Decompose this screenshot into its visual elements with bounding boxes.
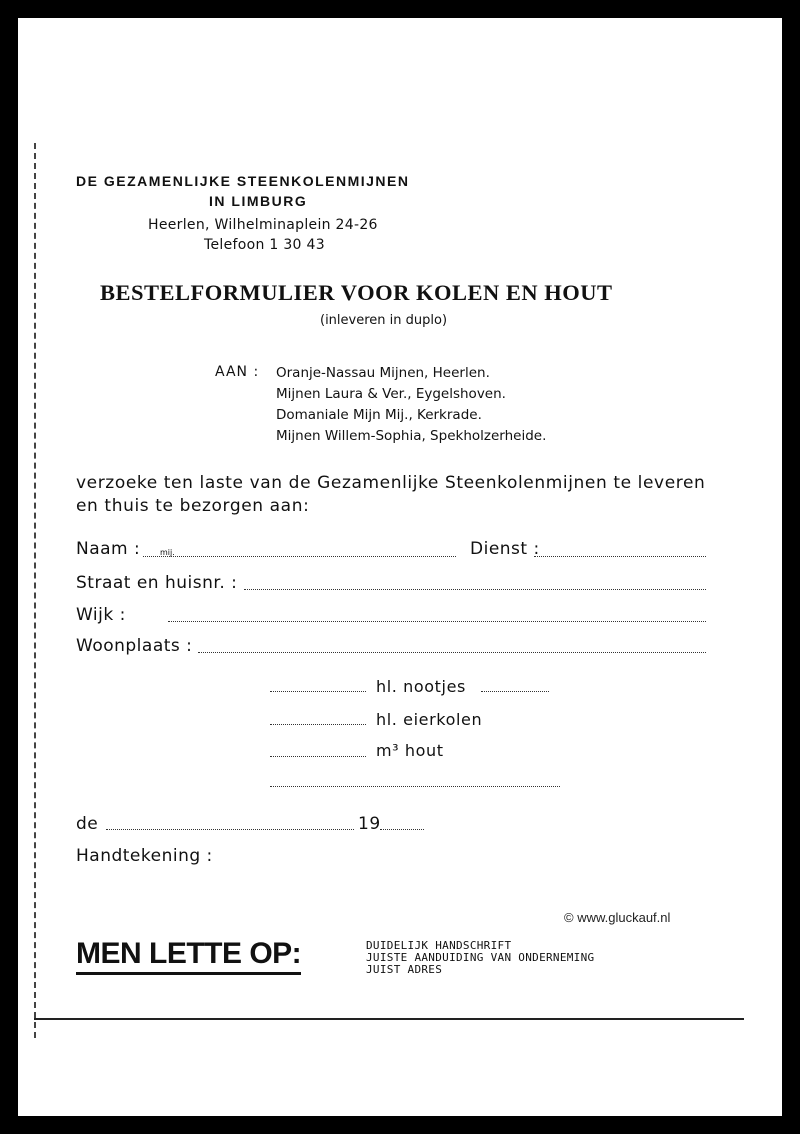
warning-item: JUIST ADRES bbox=[366, 963, 443, 976]
signature-label: Handtekening : bbox=[76, 846, 213, 866]
straat-label: Straat en huisnr. : bbox=[76, 573, 238, 593]
warning-item: DUIDELIJK HANDSCHRIFT bbox=[366, 939, 512, 952]
intro-line1: verzoeke ten laste van de Gezamenlijke Steenkolenmijnen te leveren bbox=[76, 473, 706, 493]
company-name-line2: IN LIMBURG bbox=[209, 193, 308, 209]
form-subtitle: (inleveren in duplo) bbox=[320, 313, 448, 328]
naam-prefix: mij. bbox=[160, 548, 175, 557]
order-item-nootjes: hl. nootjes bbox=[376, 677, 466, 696]
page-bottom-edge bbox=[34, 1018, 744, 1020]
date-label: de bbox=[76, 814, 99, 834]
year-prefix: 19 bbox=[358, 814, 381, 834]
date-input-line[interactable] bbox=[106, 829, 354, 830]
hout-qty-line[interactable] bbox=[270, 756, 366, 757]
recipient-item: Mijnen Willem-Sophia, Spekholzerheide. bbox=[276, 428, 547, 444]
recipients-label: AAN : bbox=[215, 364, 260, 380]
wijk-input-line[interactable] bbox=[168, 621, 706, 622]
naam-label: Naam : bbox=[76, 539, 141, 559]
recipient-item: Domaniale Mijn Mij., Kerkrade. bbox=[276, 407, 482, 423]
straat-input-line[interactable] bbox=[244, 589, 706, 590]
recipient-item: Oranje-Nassau Mijnen, Heerlen. bbox=[276, 365, 490, 381]
order-item-hout: m³ hout bbox=[376, 741, 444, 760]
intro-line2: en thuis te bezorgen aan: bbox=[76, 496, 310, 516]
warning-heading: MEN LETTE OP: bbox=[76, 936, 301, 975]
order-item-eierkolen: hl. eierkolen bbox=[376, 710, 483, 729]
form-page bbox=[18, 18, 782, 1116]
nootjes-qty-line[interactable] bbox=[270, 691, 366, 692]
eierkolen-qty-line[interactable] bbox=[270, 724, 366, 725]
recipient-item: Mijnen Laura & Ver., Eygelshoven. bbox=[276, 386, 506, 402]
company-address: Heerlen, Wilhelminaplein 24-26 bbox=[148, 217, 378, 233]
warning-item: JUISTE AANDUIDING VAN ONDERNEMING bbox=[366, 951, 595, 964]
nootjes-extra-line[interactable] bbox=[481, 691, 549, 692]
recipients-list bbox=[276, 363, 546, 447]
form-title: BESTELFORMULIER VOOR KOLEN EN HOUT bbox=[100, 280, 613, 305]
warning-list bbox=[366, 940, 594, 976]
dienst-input-line[interactable] bbox=[534, 556, 706, 557]
naam-input-line[interactable] bbox=[143, 556, 456, 557]
company-phone: Telefoon 1 30 43 bbox=[204, 237, 325, 253]
copyright-notice: © www.gluckauf.nl bbox=[564, 910, 671, 925]
dienst-label: Dienst : bbox=[470, 539, 540, 559]
extra-order-line[interactable] bbox=[270, 786, 560, 787]
year-input-line[interactable] bbox=[380, 829, 424, 830]
woonplaats-input-line[interactable] bbox=[198, 652, 706, 653]
wijk-label: Wijk : bbox=[76, 605, 126, 625]
company-name-line1: DE GEZAMENLIJKE STEENKOLENMIJNEN bbox=[76, 173, 410, 189]
page-left-edge bbox=[34, 143, 36, 1038]
woonplaats-label: Woonplaats : bbox=[76, 636, 193, 656]
